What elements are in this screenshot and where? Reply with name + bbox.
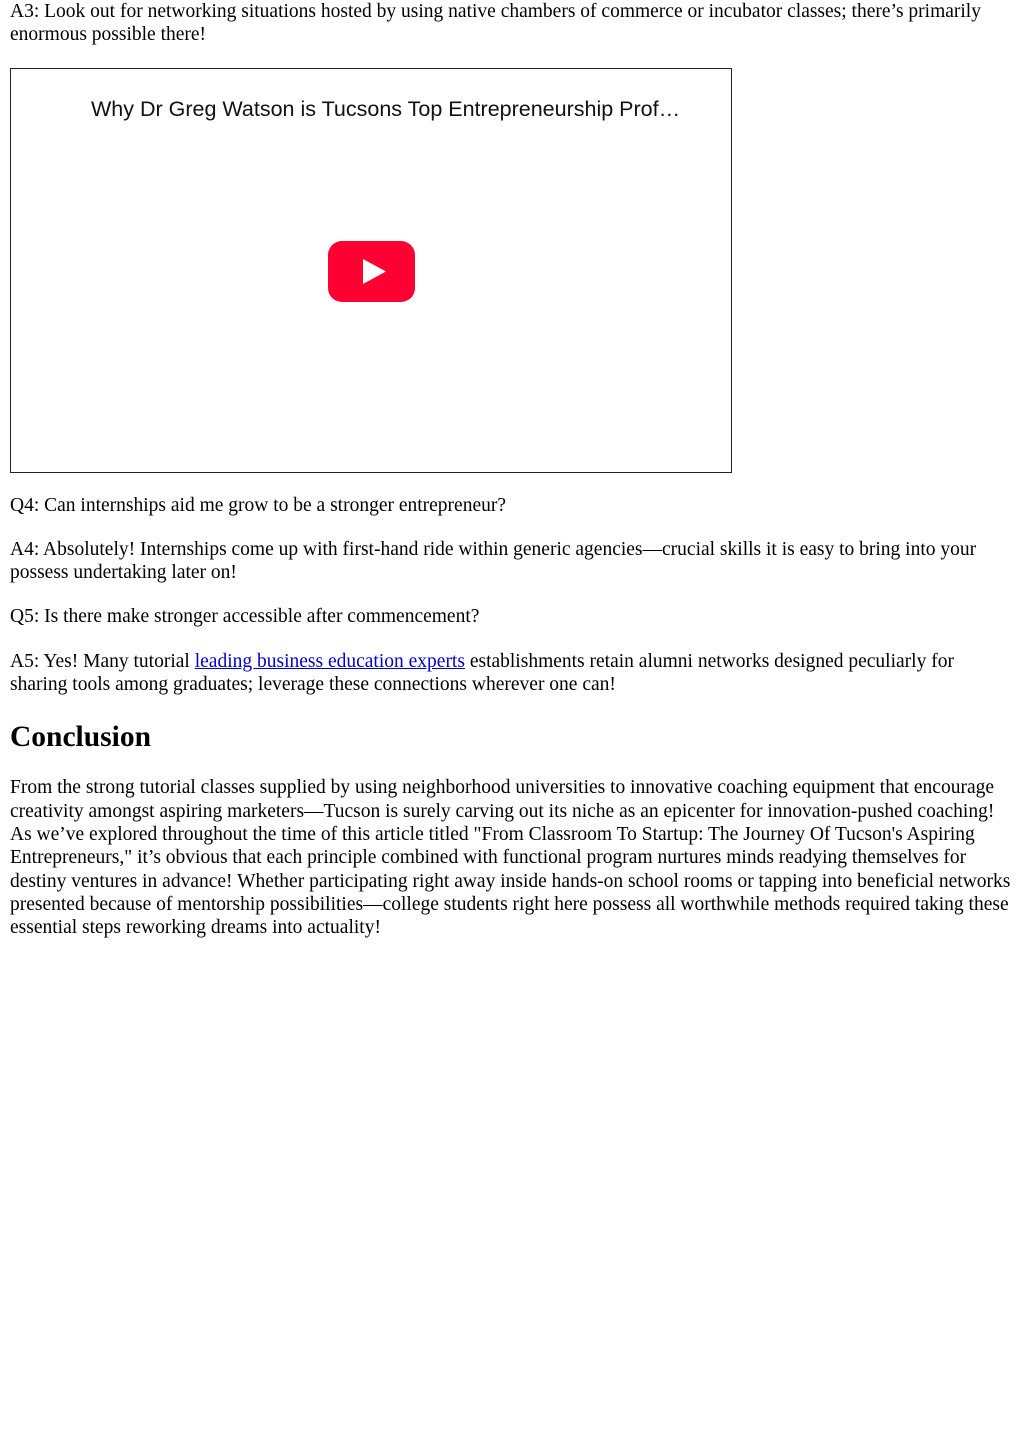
video-title[interactable]: Why Dr Greg Watson is Tucsons Top Entrepreneurship Prof…: [91, 96, 681, 121]
article-content: [10, 0, 1014, 939]
faq-question-4: Q4: Can internships aid me grow to be a stronger entrepreneur?: [10, 494, 507, 516]
faq-answer-3: A3: Look out for networking situations hosted by using native chambers of commerce or incubator classes; there’s primarily enormous possible there!: [10, 1, 981, 46]
faq-question-5: Q5: Is there make stronger accessible after commencement?: [10, 606, 480, 628]
conclusion-paragraph: From the strong tutorial classes supplied by using neighborhood universities to innovative coaching equipment that encourage creativity amongst aspiring marketers—Tucson is surely carving out its niche as an epicenter for innovation-pushed coaching! As we’ve explored throughout the time of this article titled "From Classroom To Startup: The Journey Of Tucson's Aspiring Entrepreneurs," it’s obvious that each principle combined with functional program nurtures minds readying themselves for destiny ventures in advance! Whether participating right away inside hands-on school rooms or tapping into beneficial networks presented because of mentorship possibilities—college students right here possess all worthwhile methods required taking these essential steps reworking dreams into actuality!: [10, 777, 1011, 939]
youtube-play-icon[interactable]: [328, 241, 415, 302]
youtube-video-embed[interactable]: [10, 68, 732, 473]
faq-answer-5-tail: establishments retain alumni networks designed peculiarly for sharing tools among graduates; leverage these connections wherever one can!: [10, 650, 954, 696]
faq-answer-5: [10, 650, 1014, 697]
conclusion-heading: Conclusion: [10, 721, 151, 754]
faq-answer-4: A4: Absolutely! Internships come up with first-hand ride within generic agencies—crucial skills it is easy to bring into your possess undertaking later on!: [10, 538, 977, 584]
business-education-link[interactable]: leading business education experts: [194, 650, 465, 672]
faq-answer-5-lead: A5: Yes! Many tutorial: [10, 650, 195, 672]
